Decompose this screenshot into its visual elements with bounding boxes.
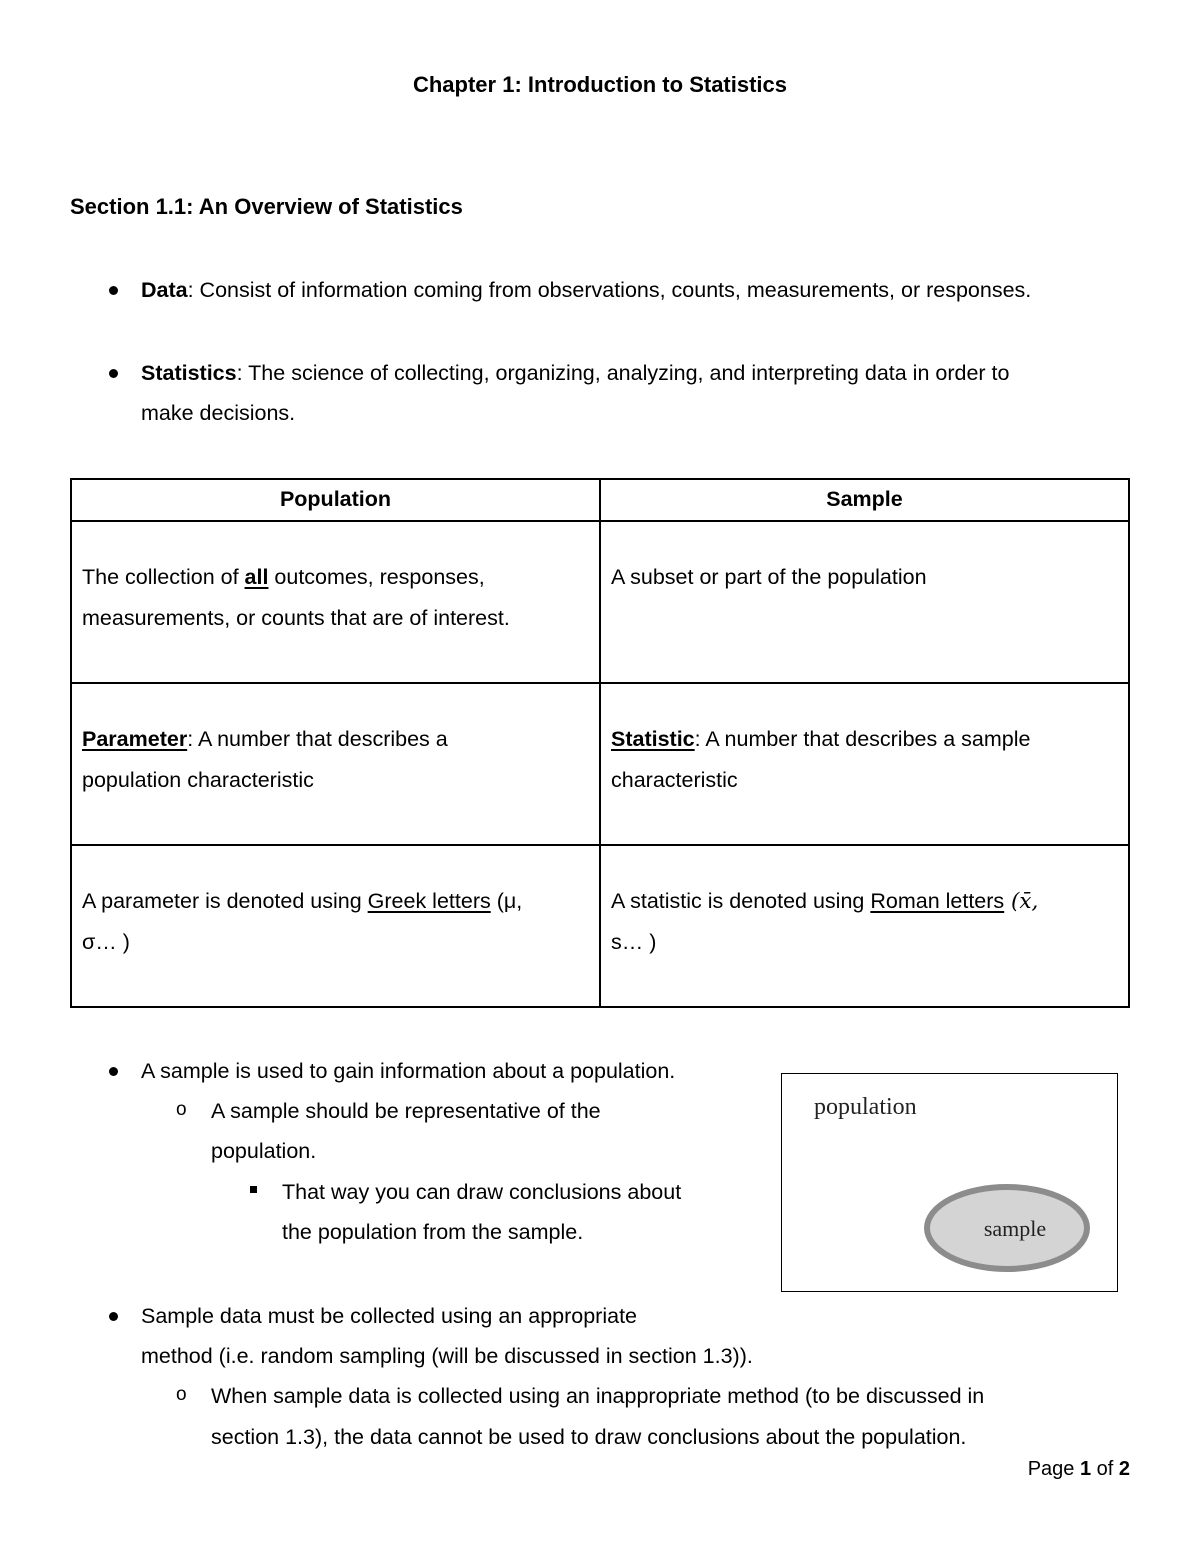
emphasis-all: all <box>244 565 269 589</box>
bullet-marker <box>109 1067 118 1076</box>
population-definition-cell: The collection of all outcomes, responses, measurements, or counts that are of interest. <box>71 521 600 683</box>
definition-statistics-cont: make decisions. <box>141 401 296 425</box>
statistic-notation-cell: A statistic is denoted using Roman letters (x̄, s… ) <box>600 845 1129 1007</box>
current-page: 1 <box>1079 1458 1092 1480</box>
subsub-bullet-conclusions-cont: the population from the sample. <box>282 1220 584 1244</box>
subsub-bullet-conclusions: That way you can draw conclusions about <box>282 1180 682 1204</box>
sub-bullet-inappropriate: When sample data is collected using an inappropriate method (to be discussed in <box>211 1384 985 1408</box>
population-sample-diagram <box>781 1073 1118 1292</box>
term-statistic: Statistic <box>611 727 695 751</box>
bullet-sample-method-cont: method (i.e. random sampling (will be discussed in section 1.3)). <box>141 1344 753 1368</box>
term-statistics: Statistics <box>141 361 237 385</box>
roman-letters-label: Roman letters <box>870 889 1005 913</box>
section-heading: Section 1.1: An Overview of Statistics <box>70 194 463 219</box>
table-row <box>71 845 1129 1007</box>
sub-bullet-marker: o <box>176 1384 187 1405</box>
bullet-sample-info: A sample is used to gain information about a population. <box>141 1059 676 1083</box>
definition-statistics-text: : The science of collecting, organizing, analyzing, and interpreting data in order to <box>236 361 1010 385</box>
sub-bullet-marker: o <box>176 1099 187 1120</box>
sub-bullet-inappropriate-cont: section 1.3), the data cannot be used to draw conclusions about the population. <box>211 1425 967 1449</box>
population-label: population <box>814 1094 917 1120</box>
bullet-marker <box>109 286 118 295</box>
page-number: Page 1 of 2 <box>1027 1458 1130 1480</box>
sub-bullet-representative: A sample should be representative of the <box>211 1099 601 1123</box>
definition-data <box>141 277 1031 303</box>
term-data: Data <box>141 278 188 302</box>
definition-statistics <box>141 360 1010 386</box>
header-population: Population <box>71 479 600 521</box>
greek-letters-label: Greek letters <box>367 889 491 913</box>
header-sample: Sample <box>600 479 1129 521</box>
statistic-cell: Statistic: A number that describes a sample characteristic <box>600 683 1129 845</box>
table-row <box>71 683 1129 845</box>
total-pages: 2 <box>1118 1458 1130 1480</box>
population-sample-table <box>70 478 1130 1008</box>
bullet-marker <box>109 1312 118 1321</box>
sub-bullet-representative-cont: population. <box>211 1139 317 1163</box>
sample-label: sample <box>983 1216 1047 1241</box>
chapter-title: Chapter 1: Introduction to Statistics <box>412 72 788 97</box>
parameter-cell: Parameter: A number that describes a population characteristic <box>71 683 600 845</box>
diagram-canvas <box>782 1074 1116 1290</box>
term-parameter: Parameter <box>82 727 188 751</box>
sample-definition-cell: A subset or part of the population <box>600 521 1129 683</box>
table-header-row <box>71 479 1129 521</box>
parameter-notation-cell: A parameter is denoted using Greek letters (μ, σ… ) <box>71 845 600 1007</box>
table-row <box>71 521 1129 683</box>
bullet-sample-method: Sample data must be collected using an appropriate <box>141 1304 638 1328</box>
square-bullet-marker <box>250 1186 257 1193</box>
bullet-marker <box>109 369 118 378</box>
definition-data-text: : Consist of information coming from observations, counts, measurements, or responses. <box>187 278 1032 302</box>
